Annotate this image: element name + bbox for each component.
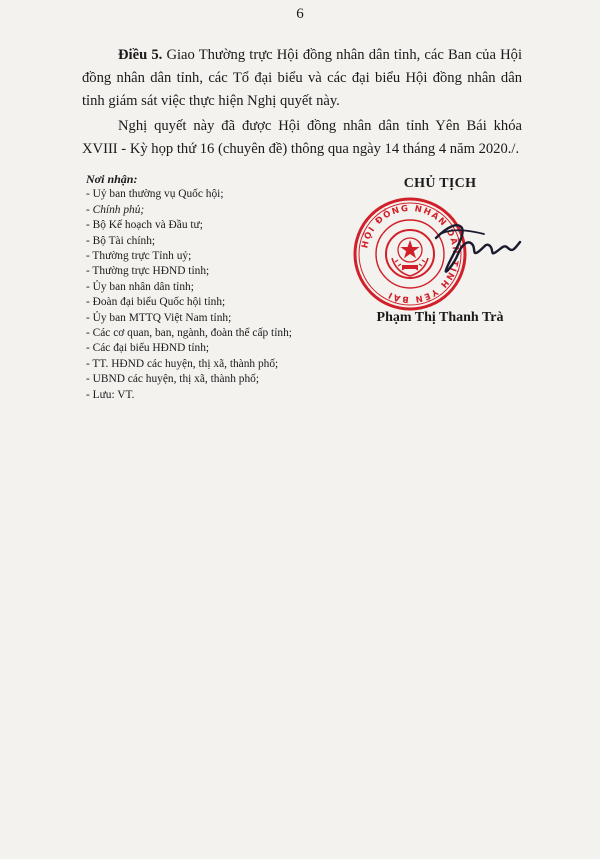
recipient-item: - Bộ Tài chính; (86, 234, 156, 247)
signer-name: Phạm Thị Thanh Trà (376, 310, 504, 325)
recipient-item: - Ủy ban MTTQ Việt Nam tỉnh; (86, 311, 232, 324)
recipients-block (86, 172, 346, 403)
handwritten-signature-icon (428, 208, 528, 278)
recipient-item: - Uỷ ban thường vụ Quốc hội; (86, 188, 224, 201)
recipient-item: - Ủy ban nhân dân tỉnh; (86, 280, 194, 293)
recipient-item: - Thường trực Tỉnh uỷ; (86, 250, 192, 263)
article-5-paragraph (82, 44, 522, 113)
recipient-item: - TT. HĐND các huyện, thị xã, thành phố; (86, 357, 279, 370)
recipient-item: - Lưu: VT. (86, 388, 135, 401)
recipient-item: - Thường trực HĐND tỉnh; (86, 265, 210, 278)
seal-text: HỘI ĐỒNG NHÂN DÂN TỈNH YÊN BÁI (360, 203, 461, 305)
recipients-list (86, 187, 346, 403)
page-number: 6 (296, 6, 304, 22)
article-5-label: Điều 5. (118, 47, 163, 63)
recipient-item: - Các cơ quan, ban, ngành, đoàn thể cấp tỉnh; (86, 327, 292, 340)
recipient-item: - UBND các huyện, thị xã, thành phố; (86, 373, 260, 386)
recipient-item: - Đoàn đại biểu Quốc hội tỉnh; (86, 296, 226, 309)
recipient-item: - Bộ Kế hoạch và Đầu tư; (86, 219, 203, 232)
recipient-item: - Các đại biểu HĐND tỉnh; (86, 342, 210, 355)
article-5-text: Giao Thường trực Hội đồng nhân dân tỉnh, các Ban của Hội đồng nhân dân tỉnh, các Tổ đại biểu và các đại biểu Hội đồng nhân dân tỉnh giám sát việc thực hiện Nghị quyết này. (82, 47, 522, 109)
adoption-paragraph: Nghị quyết này đã được Hội đồng nhân dân tỉnh Yên Bái khóa XVIII - Kỳ họp thứ 16 (chuyên đề) thông qua ngày 14 tháng 4 năm 2020./. (82, 118, 522, 157)
recipient-item: - Chính phủ; (86, 203, 145, 216)
position-title: CHỦ TỊCH (403, 176, 477, 191)
recipients-title: Nơi nhận: (86, 172, 138, 186)
